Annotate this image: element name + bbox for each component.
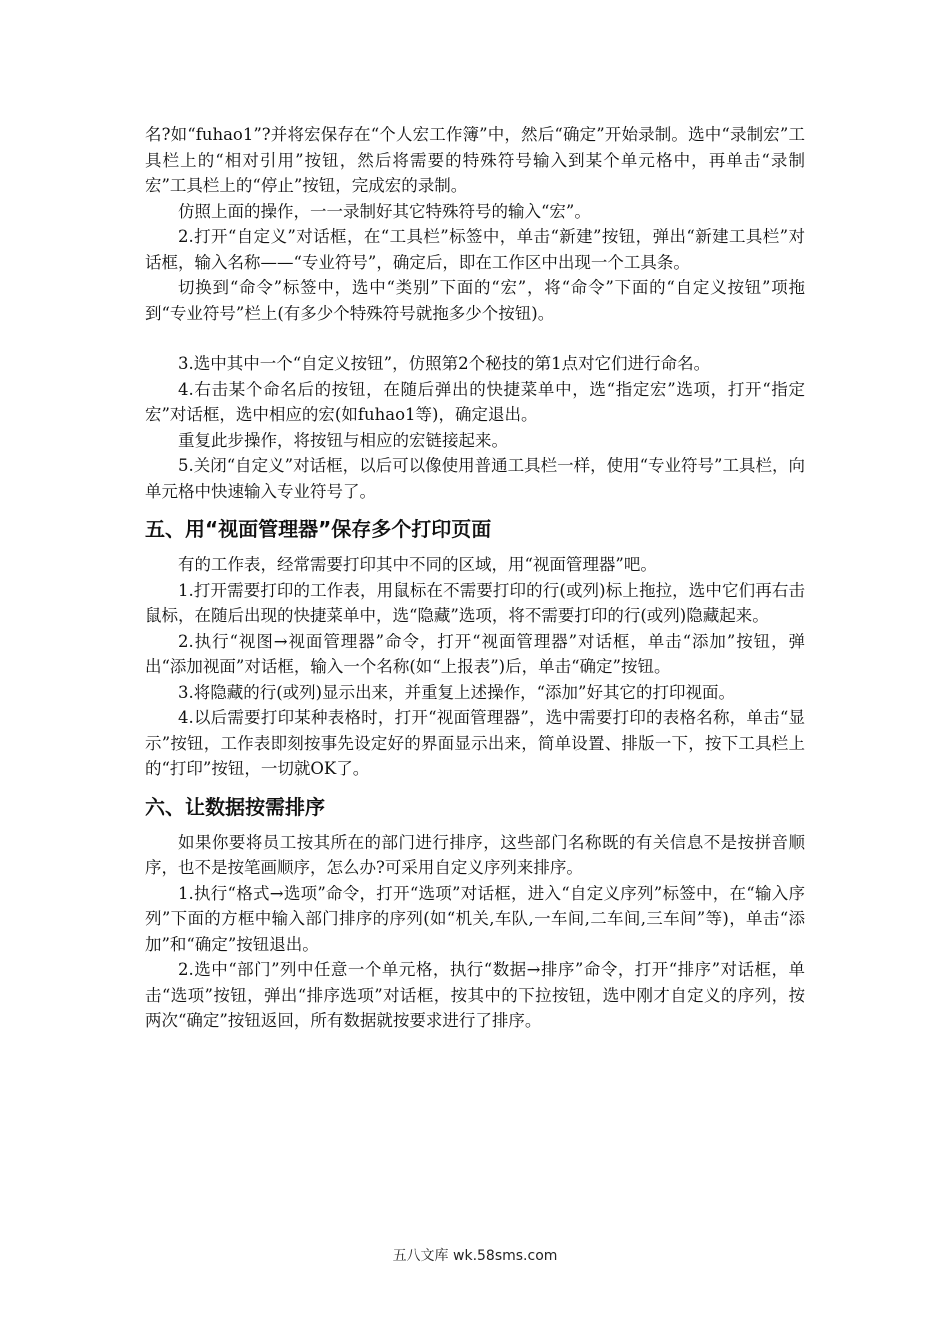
paragraph: 3.将隐藏的行(或列)显示出来，并重复上述操作，“添加”好其它的打印视面。	[178, 682, 735, 702]
paragraph: 5.关闭“自定义”对话框，以后可以像使用普通工具栏一样，使用“专业符号”工具栏，向单元格中快速输入专业符号了。	[145, 456, 805, 501]
section-heading-6: 六、让数据按需排序	[145, 794, 325, 819]
blank-line	[145, 326, 805, 351]
paragraph: 重复此步操作，将按钮与相应的宏链接起来。	[178, 430, 508, 450]
paragraph: 4.以后需要打印某种表格时，打开“视面管理器”，选中需要打印的表格名称，单击“显示”按钮，工作表即刻按事先设定好的界面显示出来，简单设置、排版一下，按下工具栏上的“打印”按钮，一切就OK了。	[145, 708, 805, 778]
paragraph: 2.打开“自定义”对话框，在“工具栏”标签中，单击“新建”按钮，弹出“新建工具栏”对话框，输入名称——“专业符号”，确定后，即在工作区中出现一个工具条。	[145, 227, 805, 272]
paragraph: 有的工作表，经常需要打印其中不同的区域，用“视面管理器”吧。	[178, 555, 657, 574]
paragraph: 仿照上面的操作，一一录制好其它特殊符号的输入“宏”。	[178, 201, 591, 221]
section-heading-5: 五、用“视面管理器”保存多个打印页面	[145, 517, 492, 541]
paragraph: 1.打开需要打印的工作表，用鼠标在不需要打印的行(或列)标上拖拉，选中它们再右击鼠标，在随后出现的快捷菜单中，选“隐藏”选项，将不需要打印的行(或列)隐藏起来。	[145, 580, 805, 625]
paragraph: 3.选中其中一个“自定义按钮”，仿照第2个秘技的第1点对它们进行命名。	[178, 354, 711, 373]
paragraph: 2.执行“视图→视面管理器”命令，打开“视面管理器”对话框，单击“添加”按钮，弹出“添加视面”对话框，输入一个名称(如“上报表”)后，单击“确定”按钮。	[145, 631, 805, 676]
paragraph: 2.选中“部门”列中任意一个单元格，执行“数据→排序”命令，打开“排序”对话框，单击“选项”按钮，弹出“排序选项”对话框，按其中的下拉按钮，选中刚才自定义的序列，按两次“确定”按钮返回，所有数据就按要求进行了排序。	[145, 960, 805, 1030]
paragraph: 切换到“命令”标签中，选中“类别”下面的“宏”，将“命令”下面的“自定义按钮”项拖到“专业符号”栏上(有多少个特殊符号就拖多少个按钮)。	[145, 278, 805, 323]
paragraph: 1.执行“格式→选项”命令，打开“选项”对话框，进入“自定义序列”标签中，在“输入序列”下面的方框中输入部门排序的序列(如“机关,车队,一车间,二车间,三车间”等)，单击“添加”和“确定”按钮退出。	[145, 883, 805, 954]
document-body	[145, 122, 805, 1034]
paragraph: 名?如“fuhao1”?并将宏保存在“个人宏工作簿”中，然后“确定”开始录制。选中“录制宏”工具栏上的“相对引用”按钮，然后将需要的特殊符号输入到某个单元格中，再单击“录制宏”工具栏上的“停止”按钮，完成宏的录制。	[145, 125, 805, 195]
paragraph: 4.右击某个命名后的按钮，在随后弹出的快捷菜单中，选“指定宏”选项，打开“指定宏”对话框，选中相应的宏(如fuhao1等)，确定退出。	[145, 379, 805, 424]
paragraph: 如果你要将员工按其所在的部门进行排序，这些部门名称既的有关信息不是按拼音顺序，也不是按笔画顺序，怎么办?可采用自定义序列来排序。	[145, 832, 805, 877]
page-footer: 五八文库 wk.58sms.com	[392, 1248, 558, 1264]
